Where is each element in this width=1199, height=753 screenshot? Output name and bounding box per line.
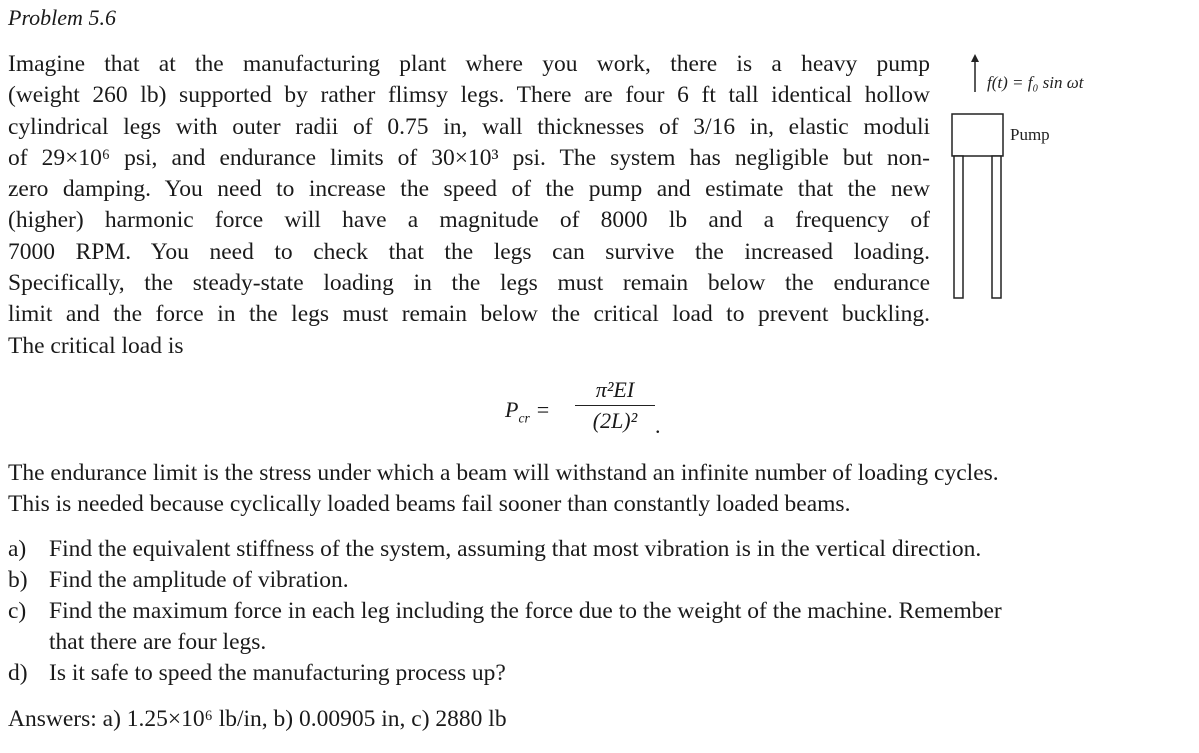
force-arrowhead-icon — [971, 54, 979, 62]
pump-diagram — [945, 52, 1145, 312]
question-item — [8, 596, 1002, 658]
statement-line: of 29×10⁶ psi, and endurance limits of 30×10³ psi. The system has negligible but non- — [8, 144, 930, 171]
statement-line: limit and the force in the legs must remain below the critical load to prevent buckling. — [8, 301, 930, 328]
equation-fraction — [575, 375, 655, 436]
note-line: The endurance limit is the stress under which a beam will withstand an infinite number of loading cycles. — [8, 460, 999, 486]
equation-lhs: $P_{cr}$ = — [505, 397, 551, 426]
question-item — [8, 534, 1002, 565]
statement-line: cylindrical legs with outer radii of 0.75 in, wall thicknesses of 3/16 in, elastic moduli — [8, 113, 930, 140]
pump-label: Pump — [1010, 125, 1050, 144]
statement-line: 7000 RPM. You need to check that the legs can survive the increased loading. — [8, 238, 930, 265]
statement-line: Imagine that at the manufacturing plant where you work, there is a heavy pump — [8, 51, 930, 77]
question-text: Find the equivalent stiffness of the system, assuming that most vibration is in the vertical direction. — [49, 536, 982, 562]
equation-period: . — [655, 413, 661, 438]
equation-denominator: (2L)² — [592, 408, 638, 433]
problem-statement — [8, 49, 930, 362]
question-text-continued: that there are four legs. — [49, 629, 267, 655]
statement-line: zero damping. You need to increase the speed of the pump and estimate that the new — [8, 176, 930, 203]
answers-line: Answers: a) 1.25×10⁶ lb/in, b) 0.00905 in, c) 2880 lb — [8, 706, 507, 732]
statement-line: (higher) harmonic force will have a magnitude of 8000 lb and a frequency of — [8, 207, 930, 234]
question-text: Find the amplitude of vibration. — [49, 567, 349, 593]
question-label: d) — [8, 660, 28, 686]
endurance-note — [8, 458, 999, 521]
right-leg — [992, 156, 1001, 298]
left-leg — [954, 156, 963, 298]
problem-title: Problem 5.6 — [8, 5, 116, 30]
question-label: a) — [8, 536, 27, 562]
equation-numerator: π²EI — [595, 377, 635, 402]
pump-body — [952, 114, 1003, 156]
statement-line: (weight 260 lb) supported by rather flimsy legs. There are four 6 ft tall identical hollow — [8, 82, 930, 109]
question-label: c) — [8, 598, 27, 624]
note-line: This is needed because cyclically loaded beams fail sooner than constantly loaded beams. — [8, 491, 851, 518]
question-list — [8, 534, 1002, 689]
question-label: b) — [8, 567, 28, 593]
question-text: Is it safe to speed the manufacturing process up? — [49, 660, 506, 686]
question-item — [8, 565, 1002, 596]
question-item — [8, 658, 1002, 689]
force-label: f(t) = f₀ sin ωt — [987, 73, 1084, 92]
statement-line: Specifically, the steady-state loading in the legs must remain below the endurance — [8, 270, 930, 297]
question-text: Find the maximum force in each leg including the force due to the weight of the machine. Remember — [49, 598, 1002, 624]
statement-line: The critical load is — [8, 332, 184, 359]
